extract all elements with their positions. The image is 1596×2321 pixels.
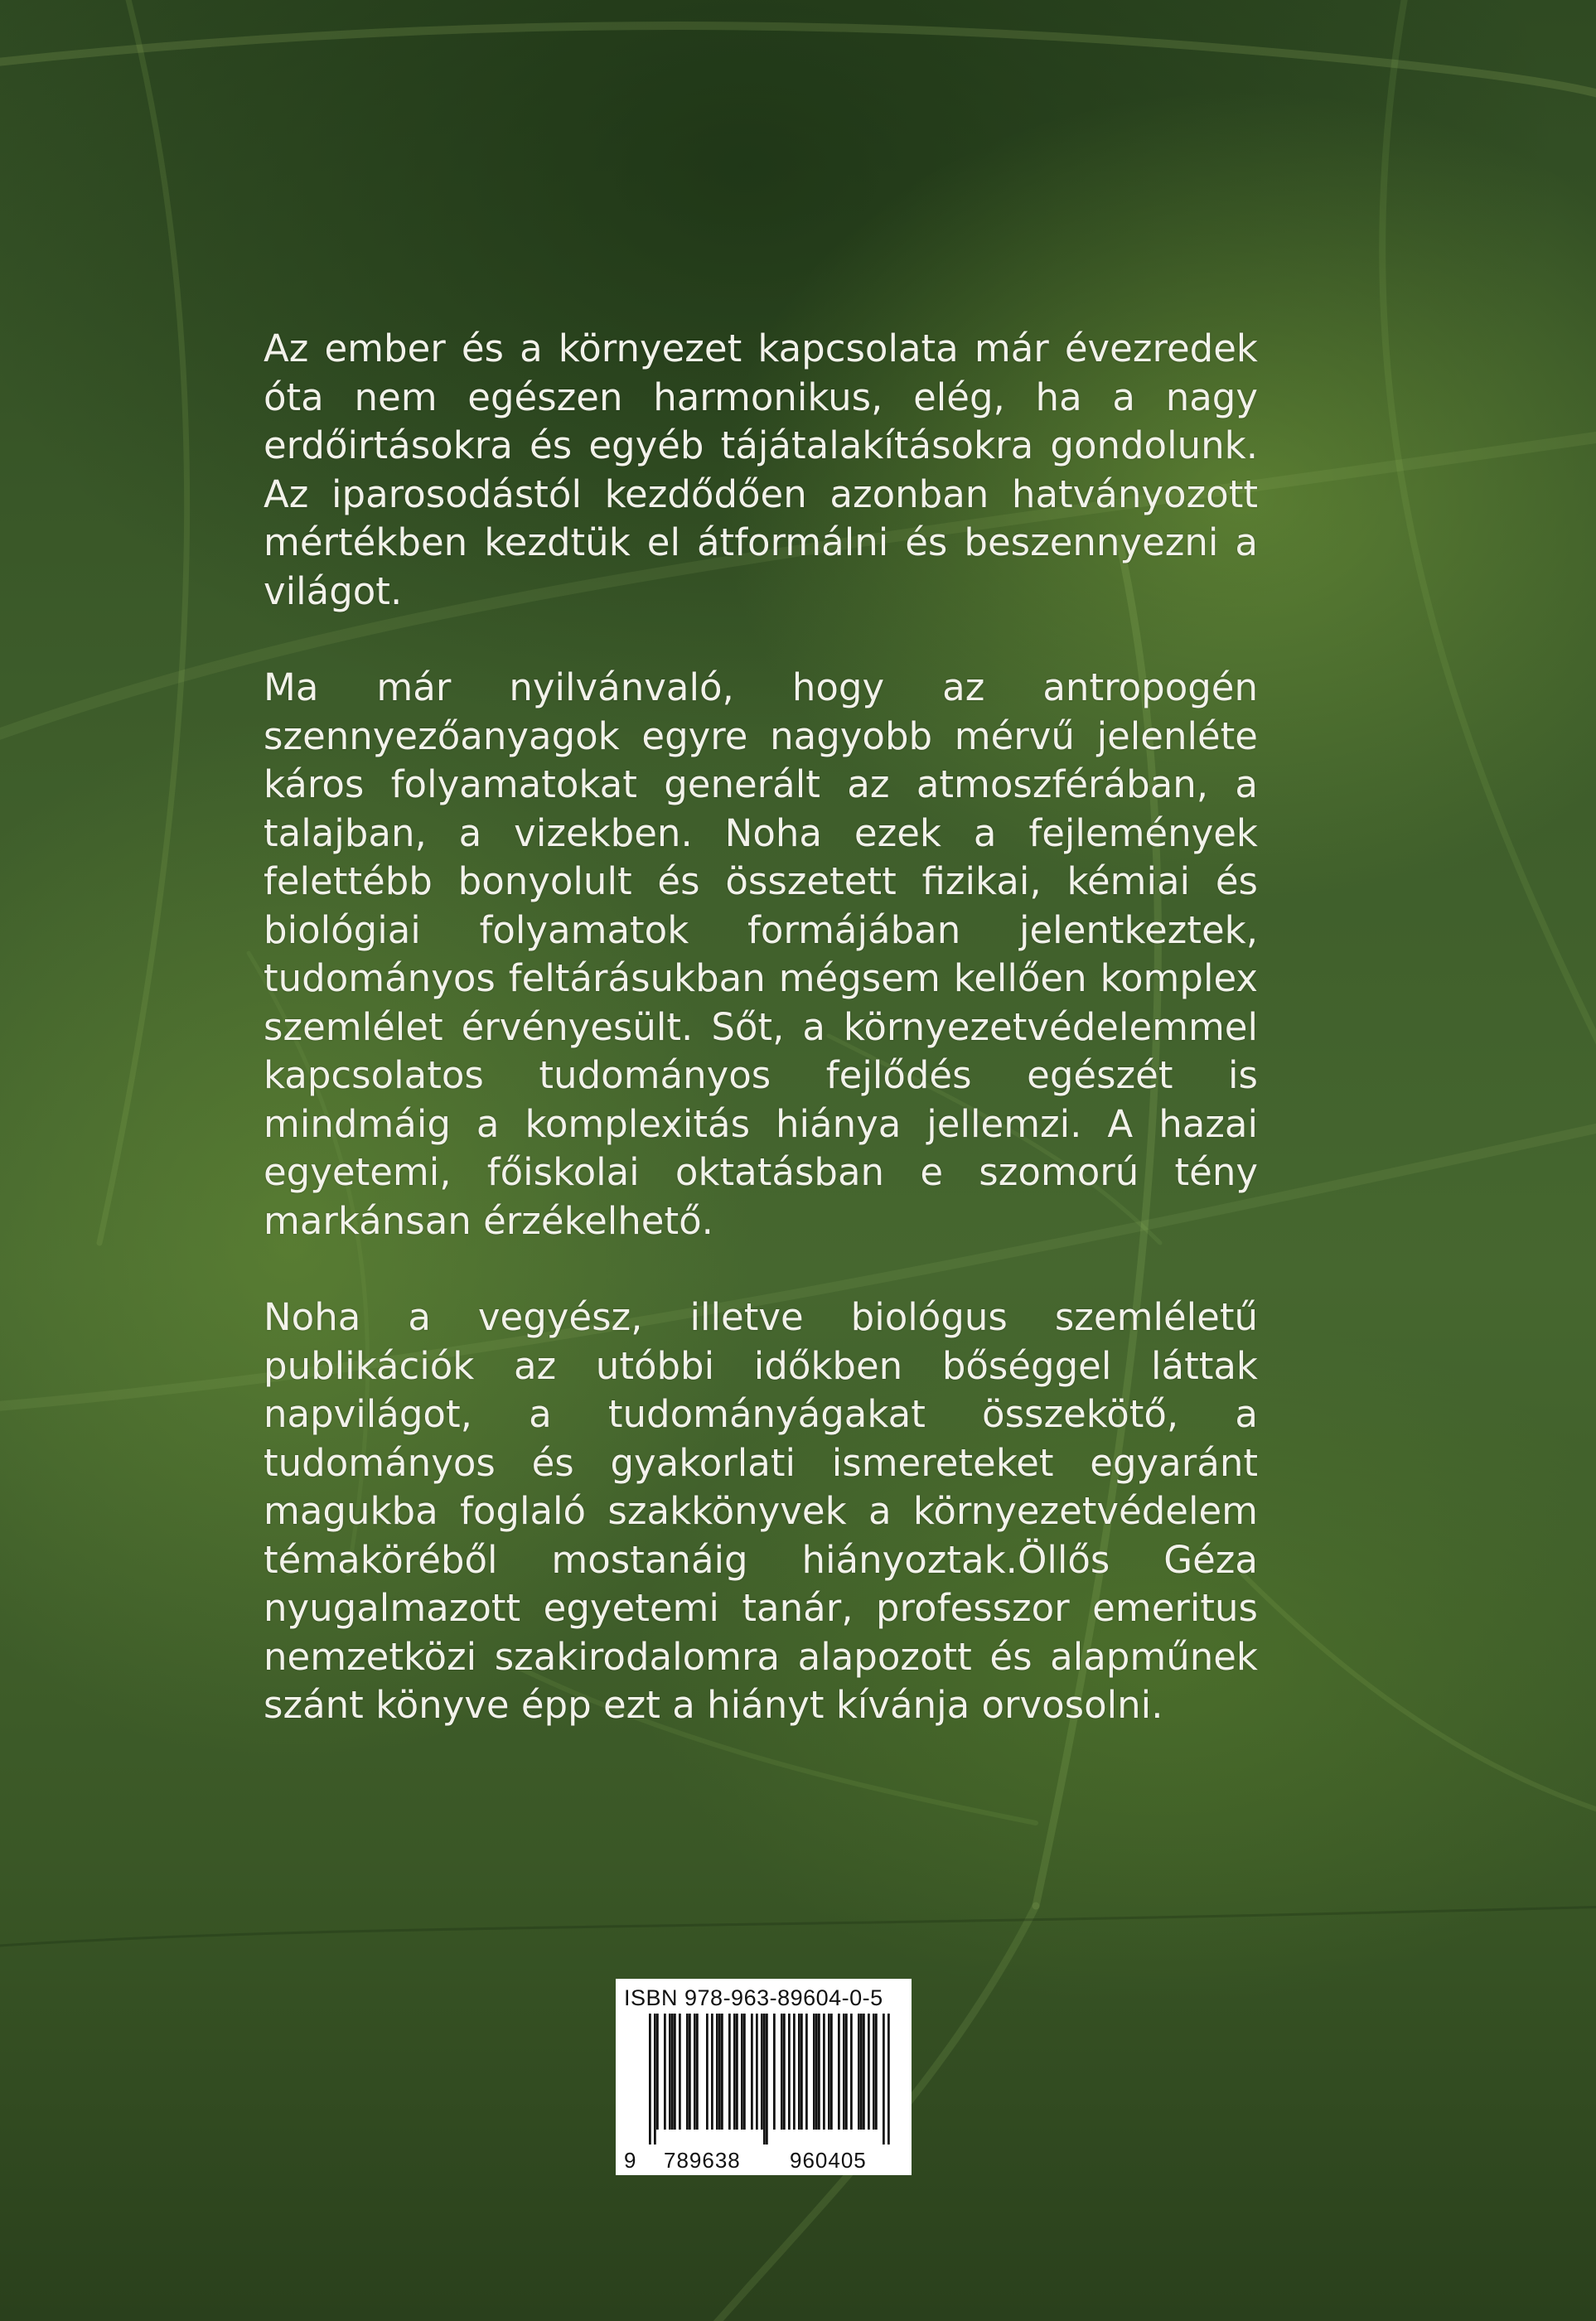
barcode-bar-5	[671, 2014, 674, 2130]
barcode-bar-22	[751, 2014, 753, 2130]
barcode-bar-48	[868, 2014, 870, 2130]
barcode-bar-20	[741, 2014, 743, 2130]
barcode-bar-29	[783, 2014, 786, 2130]
barcode-bar-47	[863, 2014, 865, 2130]
barcode-bar-18	[733, 2014, 736, 2130]
barcode-bar-14	[716, 2014, 718, 2130]
barcode-bar-8	[686, 2014, 689, 2130]
barcode-bar-49	[873, 2014, 875, 2130]
barcode-bar-0	[649, 2014, 651, 2145]
barcode-bar-26	[766, 2014, 768, 2145]
barcode-bar-43	[845, 2014, 848, 2130]
barcode-bar-40	[830, 2014, 833, 2130]
barcode-bar-21	[743, 2014, 746, 2130]
barcode-bar-28	[781, 2014, 783, 2130]
barcode-bar-4	[669, 2014, 671, 2130]
barcode-bar-50	[875, 2014, 878, 2130]
barcode-bar-11	[696, 2014, 699, 2130]
barcode-bar-42	[843, 2014, 845, 2130]
barcode-bar-19	[736, 2014, 738, 2130]
blurb-paragraph-2: Ma már nyilvánvaló, hogy az antropogén szennyezőanyagok egyre nagyobb mérvű jelenléte káros folyamatokat generált az atmoszférában, a talajban, a vizekben. Noha ezek a fejlemények felettébb bonyolult és összetett fizikai, kémiai és biológiai folyamatok formájában jelentkeztek, tudományos feltárásukban mégsem kellően komplex szemlélet érvényesült. Sőt, a környezetvédelemmel kapcsolatos tudományos fejlődés egészét is mindmáig a komplexitás hiánya jellemzi. A hazai egyetemi, főiskolai oktatásban e szomorú tény markánsan érzékelhető.	[264, 665, 1258, 1243]
barcode-bar-12	[706, 2014, 709, 2130]
barcode-bar-44	[850, 2014, 853, 2130]
barcode-bar-31	[793, 2014, 796, 2130]
barcode-bar-41	[838, 2014, 840, 2130]
barcode-digits-left: 789638	[660, 2149, 744, 2172]
barcode-bar-15	[718, 2014, 721, 2130]
barcode-bar-51	[883, 2014, 885, 2145]
barcode-digits-right: 960405	[786, 2149, 870, 2172]
barcode-bar-2	[656, 2014, 659, 2130]
barcode-bar-10	[694, 2014, 696, 2130]
barcode-bar-37	[818, 2014, 820, 2130]
blurb-text	[264, 325, 1258, 1730]
barcode-bars	[624, 2014, 903, 2145]
barcode-bar-46	[860, 2014, 863, 2130]
barcode-bar-38	[823, 2014, 825, 2130]
isbn-label: ISBN 978-963-89604-0-5	[624, 1985, 883, 2010]
barcode-bar-27	[773, 2014, 776, 2130]
blurb-paragraph-1: Az ember és a környezet kapcsolata már évezredek óta nem egészen harmonikus, elég, ha a nagy erdőirtásokra és egyéb tájátalakításokra gondolunk. Az iparosodástól kezdődően azonban hatványozott mértékben kezdtük el átformálni és beszennyezni a világot.	[264, 326, 1258, 613]
barcode-bar-23	[756, 2014, 758, 2130]
barcode-bar-6	[674, 2014, 676, 2130]
barcode-bar-34	[805, 2014, 808, 2130]
barcode-bar-1	[654, 2014, 656, 2145]
barcode-bar-30	[788, 2014, 791, 2130]
barcode-bar-36	[815, 2014, 818, 2130]
barcode-bar-25	[763, 2014, 766, 2145]
barcode-bar-39	[828, 2014, 830, 2130]
blurb-paragraph-3: Noha a vegyész, illetve biológus szemléletű publikációk az utóbbi időkben bőséggel láttak napvilágot, a tudományágakat összekötő, a tudományos és gyakorlati ismereteket egyaránt magukba foglaló szakkönyvek a környezetvédelem témaköréből mostanáig hiányoztak.Öllős Géza nyugalmazott egyetemi tanár, professzor emeritus nemzetközi szakirodalomra alapozott és alapműnek szánt könyve épp ezt a hiányt kívánja orvosolni.	[264, 1295, 1258, 1727]
barcode-bar-52	[887, 2014, 890, 2145]
barcode-bar-16	[721, 2014, 723, 2130]
barcode-bar-7	[679, 2014, 681, 2130]
barcode-bar-45	[858, 2014, 860, 2130]
barcode-digit-first: 9	[624, 2148, 636, 2173]
barcode-bar-3	[664, 2014, 666, 2130]
barcode-bar-33	[800, 2014, 803, 2130]
barcode-bar-13	[711, 2014, 713, 2130]
isbn-barcode	[616, 1979, 912, 2175]
barcode-bar-32	[798, 2014, 800, 2130]
barcode-bar-9	[689, 2014, 691, 2130]
barcode-bar-24	[761, 2014, 763, 2130]
barcode-bar-35	[813, 2014, 815, 2130]
barcode-bar-17	[728, 2014, 731, 2130]
